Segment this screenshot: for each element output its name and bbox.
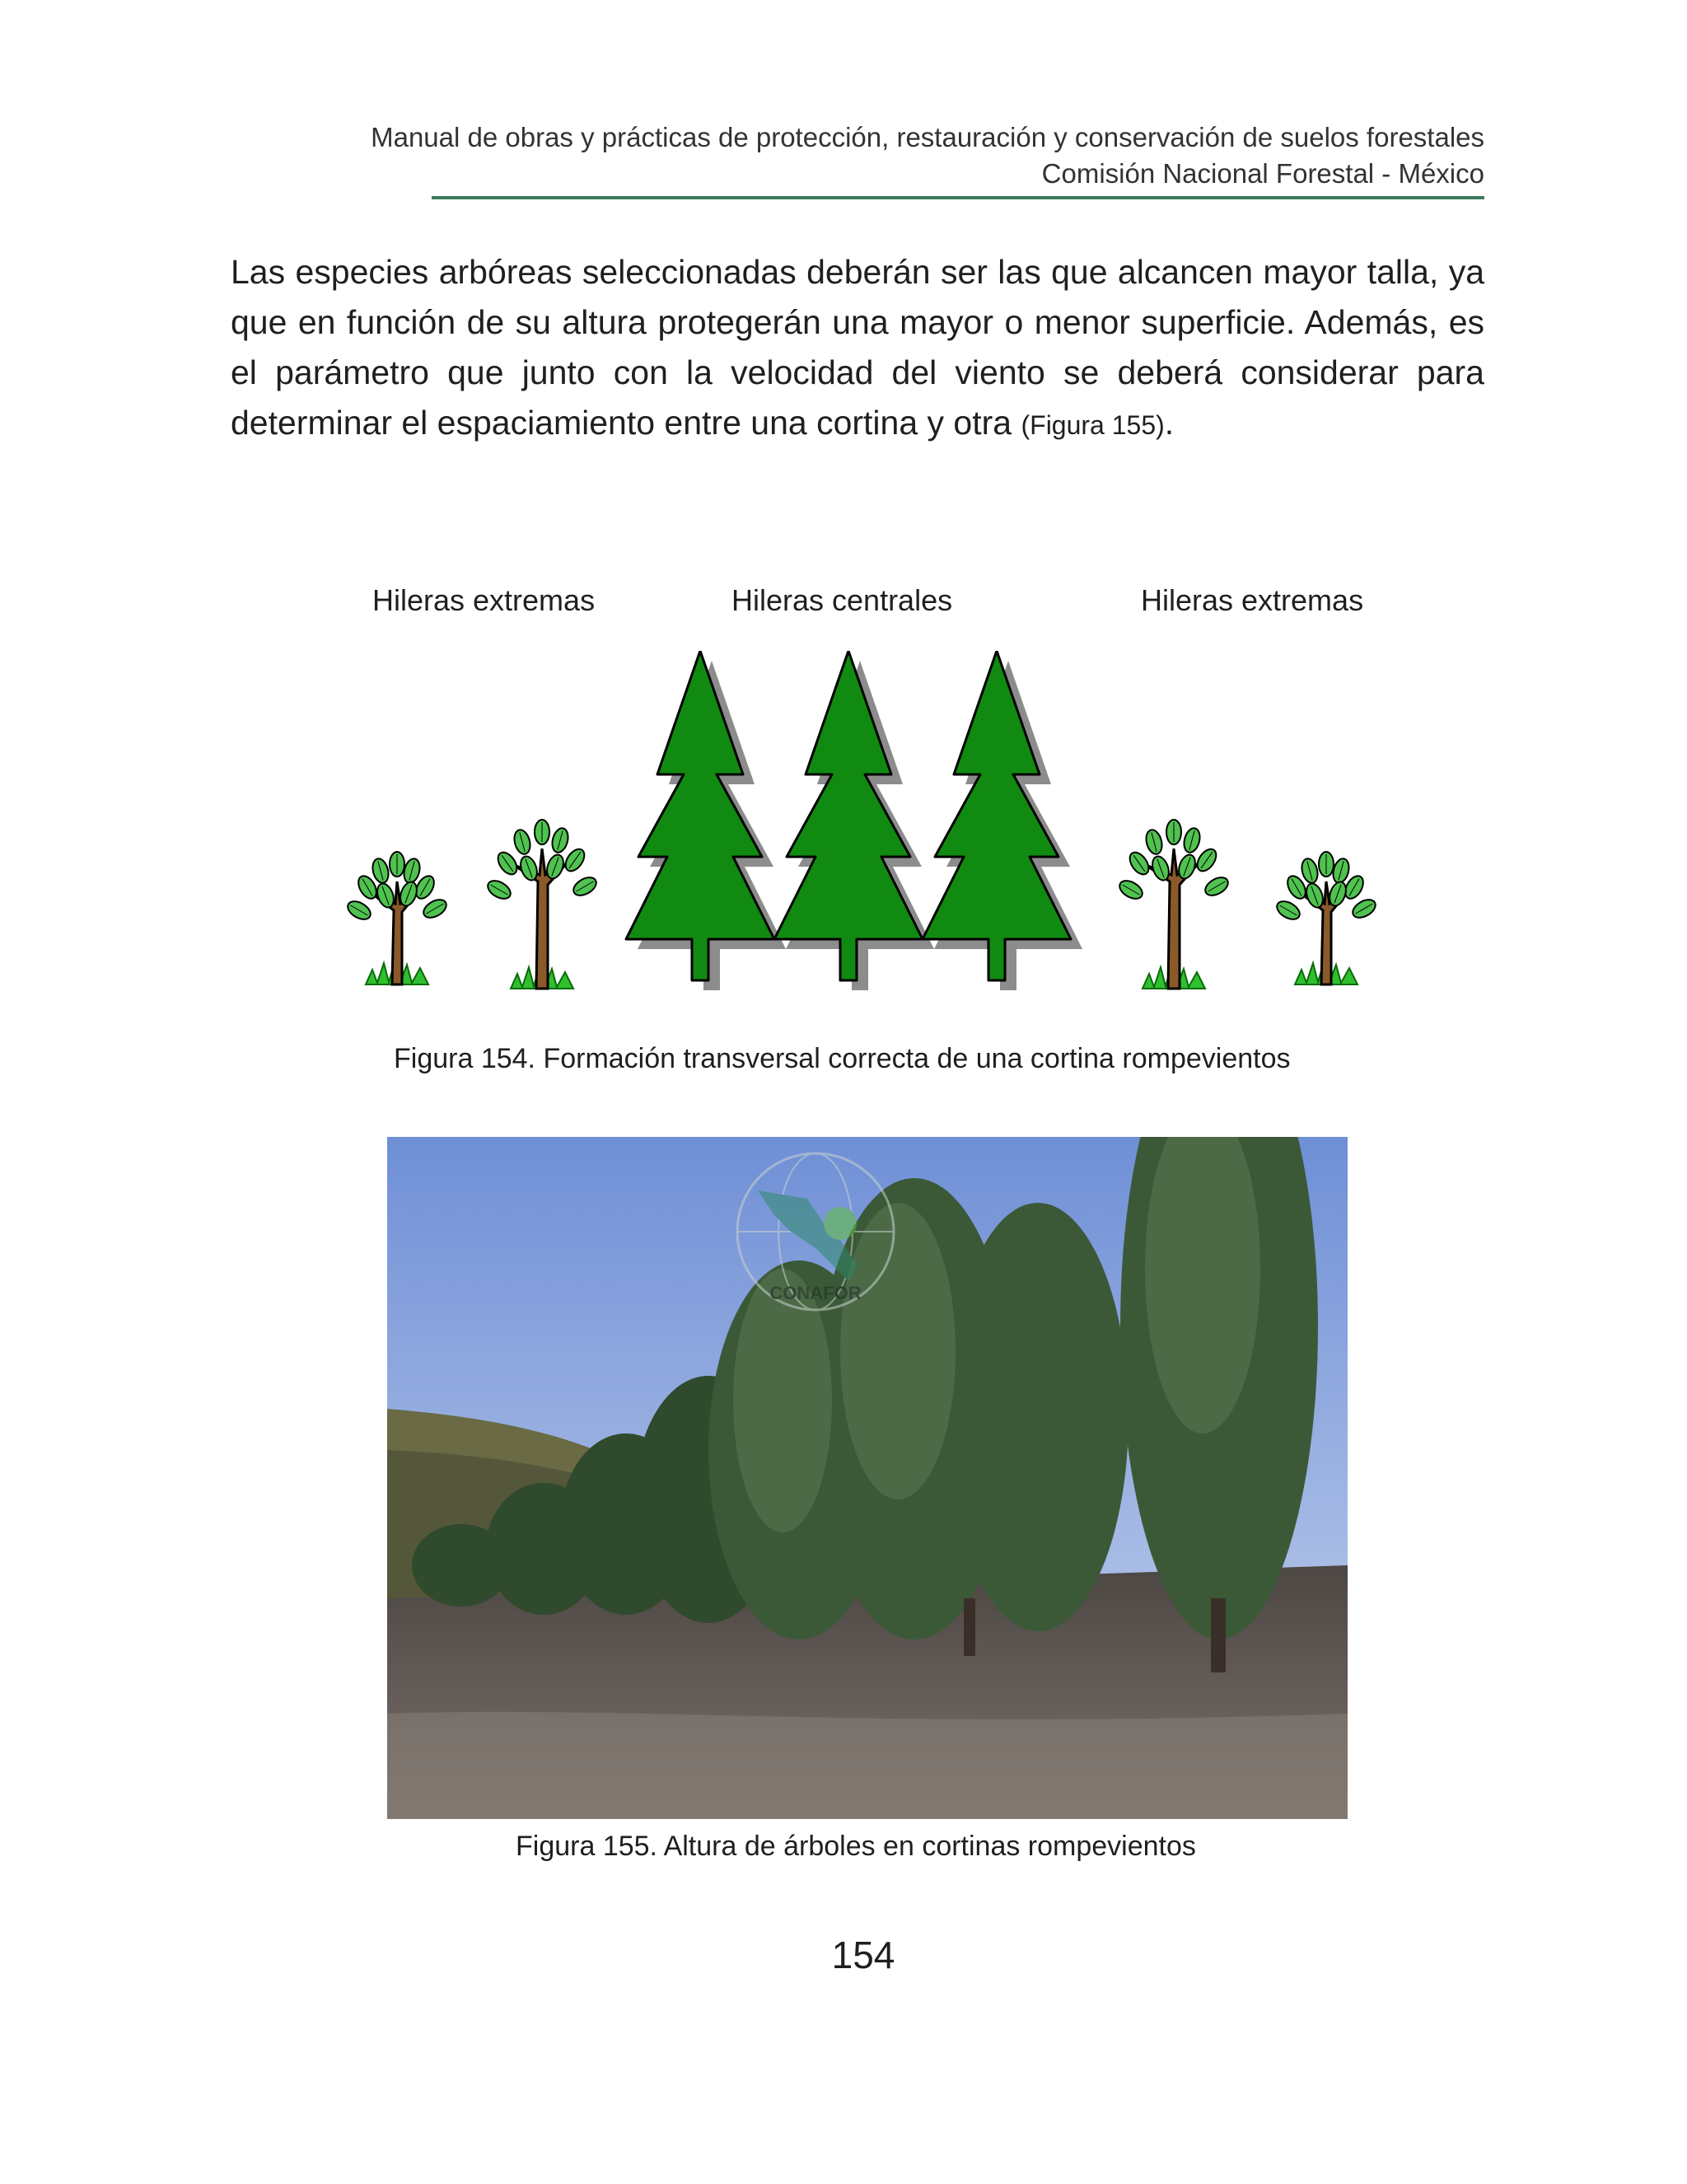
fir-tree-icon [923,651,1082,990]
windbreak-photo [387,1137,1348,1819]
small-tree-icon [345,852,450,984]
body-paragraph-text: Las especies arbóreas seleccionadas deberán ser las que alcancen mayor talla, ya que en función de su altura protegerán una mayor o menor superficie. Además, es el parámetro que junto con la velocidad del viento se deberá considerar para determinar el espaciamiento entre una cortina y otra [231,253,1484,442]
body-paragraph [231,247,1484,451]
running-header-subtitle: Comisión Nacional Forestal - México [1041,158,1484,189]
figure-155-caption: Figura 155. Altura de árboles en cortinas rompevientos [516,1831,1196,1862]
small-tree-icon [1117,820,1231,989]
fir-tree-icon [774,651,934,990]
label-extreme-rows-left: Hileras extremas [372,583,596,617]
label-extreme-rows-right: Hileras extremas [1141,583,1364,617]
label-central-rows: Hileras centrales [731,583,953,617]
paragraph-end: . [1164,404,1175,442]
running-header-title: Manual de obras y prácticas de protección, restauración y conservación de suelos forestales [371,122,1484,152]
page-number: 154 [831,1934,895,1976]
small-tree-icon [1274,852,1379,984]
windbreak-diagram [329,651,1400,1005]
figure-reference: (Figura 155) [1021,410,1165,440]
logo-text: CONAFOR [769,1283,862,1303]
fir-tree-icon [626,651,786,990]
header-rule [432,196,1484,199]
figure-154-caption: Figura 154. Formación transversal correcta de una cortina rompevientos [394,1043,1291,1074]
small-tree-icon [485,820,600,989]
